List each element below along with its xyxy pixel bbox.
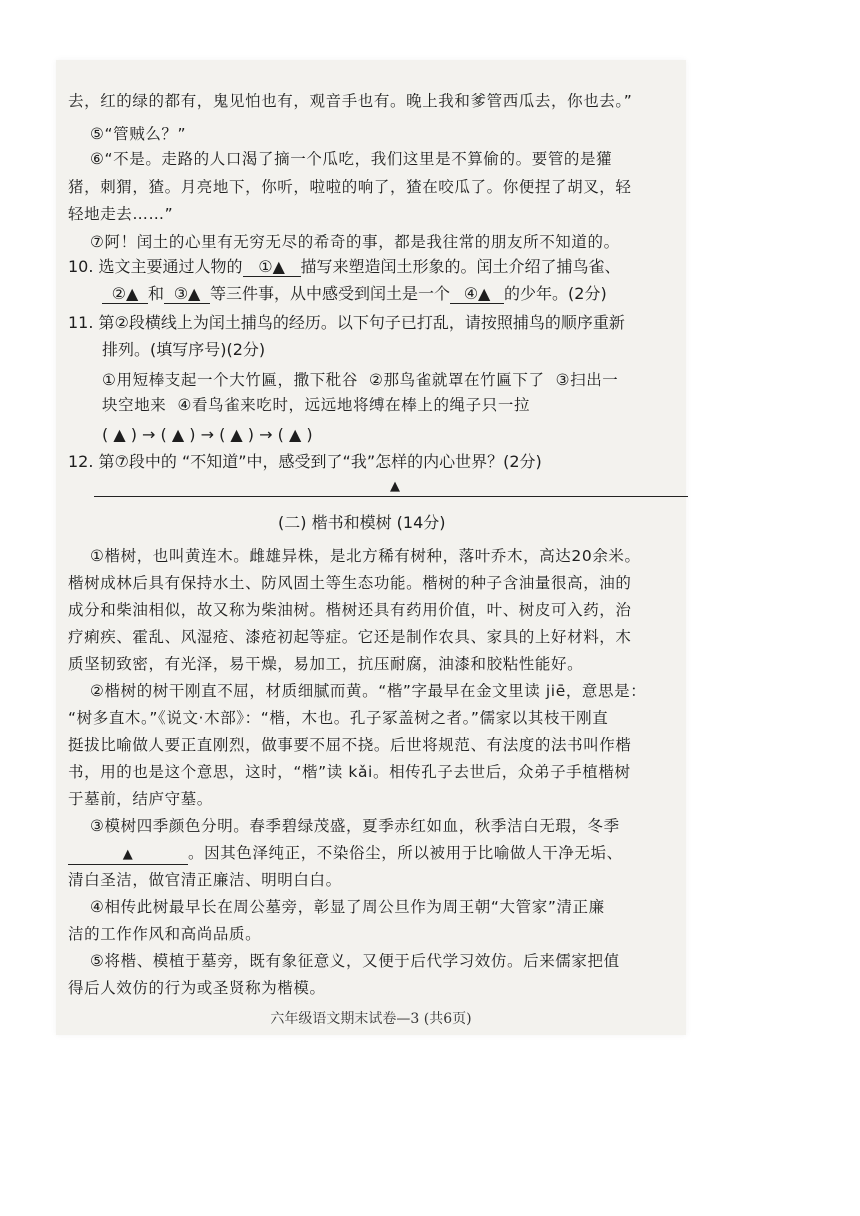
passage-2-p2-line-4: 书，用的也是这个意思，这时，“楷”读 kǎi。相传孔子去世后，众弟子手植楷树 xyxy=(68,763,631,781)
paragraph-6-line-3: 轻地走去……” xyxy=(68,205,174,223)
question-10-points: 的少年。(2分) xyxy=(504,284,607,303)
passage-2-p1-line-3: 成分和柴油相似，故又称为柴油树。楷树还具有药用价值，叶、树皮可入药，治 xyxy=(68,601,632,619)
answer-blank-1[interactable]: ①▲ xyxy=(243,258,301,277)
question-11-line-2: 排列。(填写序号)(2分) xyxy=(102,340,266,359)
passage-2-p5-line-2: 得后人效仿的行为或圣贤称为楷模。 xyxy=(68,979,326,997)
fill-blank-winter[interactable]: ▲ xyxy=(68,846,188,865)
answer-line xyxy=(94,496,688,497)
passage-line: 去，红的绿的都有，鬼见怕也有，观音手也有。晚上我和爹管西瓜去，你也去。” xyxy=(68,92,633,110)
passage-2-p4-line-2: 洁的工作作风和高尚品质。 xyxy=(68,925,262,943)
question-10-stem-cont-2: 等三件事，从中感受到闰土是一个 xyxy=(210,284,451,303)
question-10-and: 和 xyxy=(148,284,165,303)
paragraph-7: ⑦阿！闰土的心里有无穷无尽的希奇的事，都是我往常的朋友所不知道的。 xyxy=(90,233,620,251)
question-10-line-2 xyxy=(102,283,607,305)
answer-blank-4[interactable]: ④▲ xyxy=(450,285,504,304)
question-11-options-2: 块空地来 ④看鸟雀来吃时，远远地将缚在棒上的绳子只一拉 xyxy=(102,396,531,414)
question-10-stem-cont: 描写来塑造闰土形象的。闰土介绍了捕鸟雀、 xyxy=(300,257,621,276)
passage-2-p3-line-2 xyxy=(68,842,623,865)
paragraph-5: ⑤“管贼么？” xyxy=(90,125,187,143)
question-11-line-1: 11. 第②段横线上为闰土捕鸟的经历。以下句子已打乱，请按照捕鸟的顺序重新 xyxy=(68,313,625,332)
paragraph-6-line-2: 猪，刺猬，猹。月亮地下，你听，啦啦的响了，猹在咬瓜了。你便捏了胡叉，轻 xyxy=(68,178,632,196)
answer-blank-3[interactable]: ③▲ xyxy=(164,285,210,304)
exam-page xyxy=(56,60,686,1035)
passage-2-p1-line-1: ①楷树，也叫黄连木。雌雄异株，是北方稀有树种，落叶乔木，高达20余米。 xyxy=(90,547,641,565)
passage-2-p1-line-2: 楷树成林后具有保持水土、防风固土等生态功能。楷树的种子含油量很高，油的 xyxy=(68,574,632,592)
passage-2-p3-line-3: 清白圣洁，做官清正廉洁、明明白白。 xyxy=(68,871,342,889)
question-11-options-1: ①用短棒支起一个大竹匾，撒下秕谷 ②那鸟雀就罩在竹匾下了 ③扫出一 xyxy=(102,371,619,389)
passage-2-p1-line-5: 质坚韧致密，有光泽，易干燥，易加工，抗压耐腐，油漆和胶粘性能好。 xyxy=(68,655,584,673)
paragraph-6-line-1: ⑥“不是。走路的人口渴了摘一个瓜吃，我们这里是不算偷的。要管的是獾 xyxy=(90,150,613,168)
question-12: 12. 第⑦段中的 “不知道”中，感受到了“我”怎样的内心世界？(2分) xyxy=(68,452,542,471)
passage-2-p2-line-1: ②楷树的树干刚直不屈，材质细腻而黄。“楷”字最早在金文里读 jiē，意思是： xyxy=(90,682,647,700)
passage-2-p5-line-1: ⑤将楷、模植于墓旁，既有象征意义，又便于后代学习效仿。后来儒家把值 xyxy=(90,952,620,970)
passage-2-p2-line-2: “树多直木。”《说文·木部》：“楷，木也。孔子冢盖树之者。”儒家以其枝干刚直 xyxy=(68,709,609,727)
question-10-line-1 xyxy=(68,256,621,278)
passage-2-p4-line-1: ④相传此树最早长在周公墓旁，彰显了周公旦作为周王朝“大管家”清正廉 xyxy=(90,898,605,916)
passage-2-p3-line-1: ③模树四季颜色分明。春季碧绿茂盛，夏季赤红如血，秋季洁白无瑕，冬季 xyxy=(90,817,620,835)
passage-2-p2-line-5: 于墓前，结庐守墓。 xyxy=(68,790,213,808)
answer-blank-2[interactable]: ②▲ xyxy=(102,285,148,304)
passage-2-p3-text: 。因其色泽纯正，不染俗尘，所以被用于比喻做人干净无垢、 xyxy=(188,844,623,862)
question-12-answer-marker[interactable]: ▲ xyxy=(390,479,400,494)
passage-2-title: (二) 楷书和模树 (14分) xyxy=(278,513,446,532)
passage-2-p1-line-4: 疗痢疾、霍乱、风湿疮、漆疮初起等症。它还是制作农具、家具的上好材料，木 xyxy=(68,628,632,646)
question-11-answer-sequence[interactable]: ( ▲ ) → ( ▲ ) → ( ▲ ) → ( ▲ ) xyxy=(102,425,313,444)
page-footer: 六年级语文期末试卷—3 (共6页) xyxy=(270,1011,472,1027)
question-10-stem: 10. 选文主要通过人物的 xyxy=(68,257,243,276)
passage-2-p2-line-3: 挺拔比喻做人要正直刚烈，做事要不屈不挠。后世将规范、有法度的法书叫作楷 xyxy=(68,736,632,754)
